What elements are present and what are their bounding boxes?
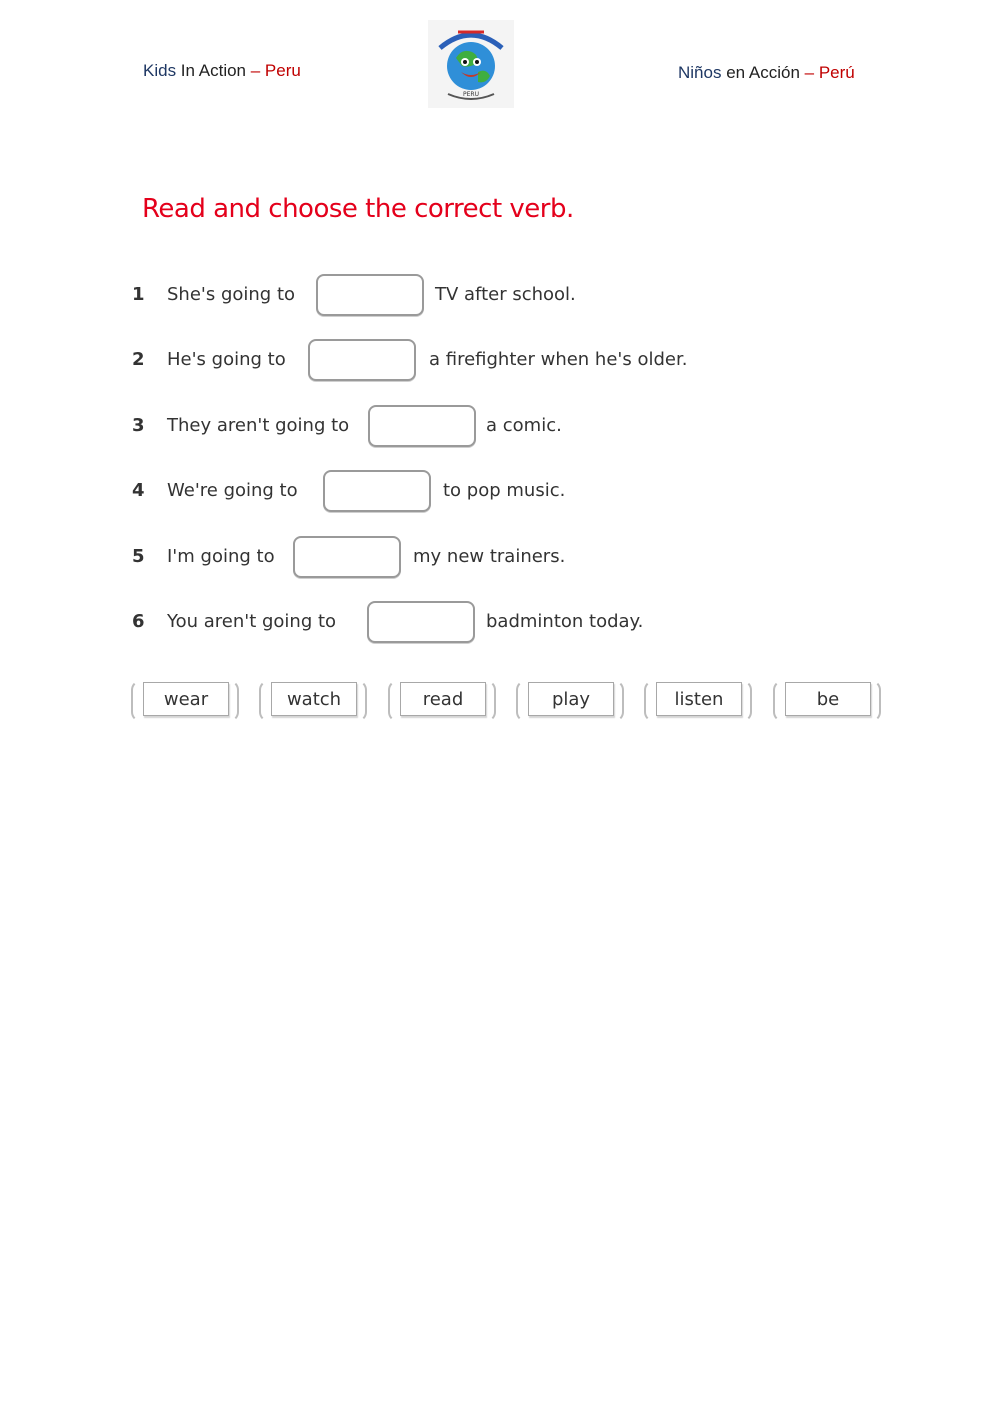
sentence-before: He's going to: [167, 349, 286, 370]
kids-in-action-logo-icon: [428, 20, 514, 108]
sentence-after: to pop music.: [443, 480, 566, 501]
word-bank-slot: [388, 680, 498, 724]
sentence-after: TV after school.: [435, 284, 576, 305]
word-bank-slot: [131, 680, 241, 724]
sentence-number: 2: [132, 349, 145, 370]
word-bank-slot: [773, 680, 883, 724]
header-right-ninos: Niños: [678, 63, 722, 82]
header-right: [678, 63, 855, 83]
header-left-peru: – Peru: [250, 61, 301, 80]
sentence-before: We're going to: [167, 480, 298, 501]
svg-text:PERU: PERU: [463, 91, 479, 98]
sentence-before: I'm going to: [167, 546, 275, 567]
word-chip-be[interactable]: be: [785, 682, 871, 716]
sentence-after: my new trainers.: [413, 546, 566, 567]
word-chip-watch[interactable]: watch: [271, 682, 357, 716]
answer-drop-box[interactable]: [293, 536, 401, 578]
answer-drop-box[interactable]: [368, 405, 476, 447]
exercise-title: Read and choose the correct verb.: [142, 194, 574, 224]
sentence-before: They aren't going to: [167, 415, 350, 436]
sentence-number: 6: [132, 611, 145, 632]
sentence-after: a comic.: [486, 415, 562, 436]
word-bank-slot: [516, 680, 626, 724]
answer-drop-box[interactable]: [308, 339, 416, 381]
header-left-in-action: In Action: [176, 61, 251, 80]
sentence-number: 5: [132, 546, 145, 567]
header-left: [143, 61, 301, 81]
answer-drop-box[interactable]: [316, 274, 424, 316]
word-chip-wear[interactable]: wear: [143, 682, 229, 716]
word-chip-play[interactable]: play: [528, 682, 614, 716]
word-bank-slot: [259, 680, 369, 724]
sentence-number: 4: [132, 480, 145, 501]
sentence-number: 3: [132, 415, 145, 436]
header-left-kids: Kids: [143, 61, 177, 80]
sentence-before: She's going to: [167, 284, 296, 305]
sentence-after: a firefighter when he's older.: [429, 349, 688, 370]
answer-drop-box[interactable]: [323, 470, 431, 512]
answer-drop-box[interactable]: [367, 601, 475, 643]
word-chip-read[interactable]: read: [400, 682, 486, 716]
word-bank-slot: [644, 680, 754, 724]
header-right-en-accion: en Acción: [721, 63, 805, 82]
sentence-before: You aren't going to: [167, 611, 337, 632]
sentence-number: 1: [132, 284, 145, 305]
sentence-after: badminton today.: [486, 611, 644, 632]
header-right-peru: – Perú: [804, 63, 855, 82]
word-chip-listen[interactable]: listen: [656, 682, 742, 716]
